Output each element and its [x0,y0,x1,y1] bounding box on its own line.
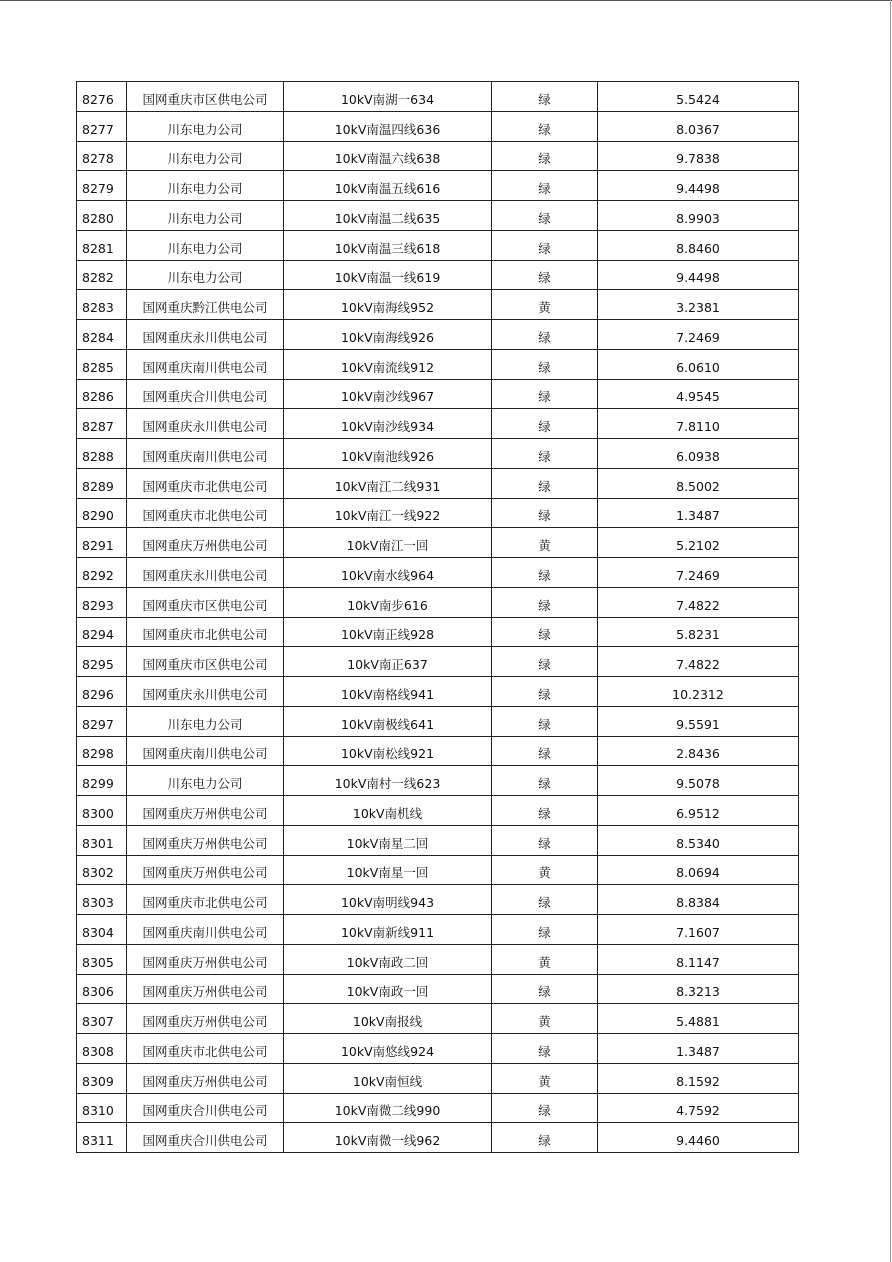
cell-value: 8.1147 [598,944,799,974]
cell-row-number: 8300 [77,796,127,826]
table-row [77,736,799,766]
cell-value: 6.0938 [598,439,799,469]
table-row [77,587,799,617]
cell-line-name: 10kV南政一回 [284,974,492,1004]
cell-company: 川东电力公司 [127,706,284,736]
cell-status: 绿 [492,915,598,945]
cell-status: 绿 [492,558,598,588]
cell-value: 6.9512 [598,796,799,826]
cell-company: 川东电力公司 [127,260,284,290]
table-row [77,498,799,528]
cell-line-name: 10kV南海线952 [284,290,492,320]
cell-line-name: 10kV南水线964 [284,558,492,588]
cell-line-name: 10kV南步616 [284,587,492,617]
cell-value: 7.2469 [598,320,799,350]
cell-status: 绿 [492,796,598,826]
cell-company: 川东电力公司 [127,201,284,231]
cell-line-name: 10kV南温二线635 [284,201,492,231]
cell-line-name: 10kV南松线921 [284,736,492,766]
cell-row-number: 8305 [77,944,127,974]
table-row [77,141,799,171]
cell-value: 4.9545 [598,379,799,409]
cell-row-number: 8298 [77,736,127,766]
cell-line-name: 10kV南极线641 [284,706,492,736]
table-row [77,82,799,112]
cell-company: 国网重庆万州供电公司 [127,825,284,855]
cell-company: 国网重庆市区供电公司 [127,587,284,617]
table-row [77,260,799,290]
cell-status: 黄 [492,855,598,885]
table-row [77,111,799,141]
cell-value: 9.4498 [598,171,799,201]
cell-row-number: 8301 [77,825,127,855]
cell-row-number: 8299 [77,766,127,796]
cell-company: 国网重庆南川供电公司 [127,349,284,379]
cell-status: 绿 [492,1093,598,1123]
cell-value: 8.1592 [598,1063,799,1093]
cell-row-number: 8302 [77,855,127,885]
cell-line-name: 10kV南悠线924 [284,1034,492,1064]
cell-company: 国网重庆万州供电公司 [127,855,284,885]
cell-line-name: 10kV南沙线967 [284,379,492,409]
cell-value: 3.2381 [598,290,799,320]
cell-row-number: 8306 [77,974,127,1004]
page-edge-right [890,0,891,1262]
cell-row-number: 8284 [77,320,127,350]
cell-line-name: 10kV南江一线922 [284,498,492,528]
cell-value: 8.5340 [598,825,799,855]
cell-row-number: 8294 [77,617,127,647]
cell-line-name: 10kV南正637 [284,647,492,677]
cell-status: 绿 [492,409,598,439]
cell-value: 1.3487 [598,498,799,528]
cell-row-number: 8291 [77,528,127,558]
cell-status: 黄 [492,944,598,974]
cell-line-name: 10kV南村一线623 [284,766,492,796]
cell-line-name: 10kV南江二线931 [284,468,492,498]
cell-value: 6.0610 [598,349,799,379]
table-row [77,1004,799,1034]
cell-line-name: 10kV南温三线618 [284,230,492,260]
cell-row-number: 8309 [77,1063,127,1093]
cell-line-name: 10kV南湖一634 [284,82,492,112]
cell-status: 黄 [492,528,598,558]
cell-row-number: 8308 [77,1034,127,1064]
cell-line-name: 10kV南温一线619 [284,260,492,290]
cell-value: 9.5078 [598,766,799,796]
cell-value: 4.7592 [598,1093,799,1123]
table-row [77,796,799,826]
cell-row-number: 8304 [77,915,127,945]
table-row [77,617,799,647]
cell-line-name: 10kV南格线941 [284,677,492,707]
table-row [77,1034,799,1064]
cell-row-number: 8303 [77,885,127,915]
cell-row-number: 8283 [77,290,127,320]
cell-value: 7.8110 [598,409,799,439]
page-edge-top [0,0,892,1]
cell-status: 绿 [492,82,598,112]
cell-line-name: 10kV南温五线616 [284,171,492,201]
cell-line-name: 10kV南流线912 [284,349,492,379]
cell-status: 绿 [492,230,598,260]
cell-status: 黄 [492,1063,598,1093]
table-row [77,1123,799,1153]
cell-status: 绿 [492,379,598,409]
cell-value: 5.2102 [598,528,799,558]
cell-row-number: 8286 [77,379,127,409]
cell-value: 7.4822 [598,647,799,677]
table-row [77,320,799,350]
cell-status: 绿 [492,320,598,350]
table-row [77,439,799,469]
cell-row-number: 8288 [77,439,127,469]
cell-row-number: 8307 [77,1004,127,1034]
table-body [77,82,799,1153]
cell-status: 绿 [492,1123,598,1153]
cell-company: 川东电力公司 [127,141,284,171]
cell-line-name: 10kV南温四线636 [284,111,492,141]
cell-status: 绿 [492,974,598,1004]
cell-row-number: 8280 [77,201,127,231]
cell-status: 绿 [492,706,598,736]
cell-company: 国网重庆永川供电公司 [127,677,284,707]
cell-company: 国网重庆市区供电公司 [127,647,284,677]
table-row [77,1063,799,1093]
cell-row-number: 8289 [77,468,127,498]
cell-value: 8.9903 [598,201,799,231]
cell-company: 国网重庆市北供电公司 [127,1034,284,1064]
cell-company: 国网重庆南川供电公司 [127,736,284,766]
cell-company: 国网重庆市区供电公司 [127,82,284,112]
cell-status: 黄 [492,290,598,320]
cell-status: 绿 [492,1034,598,1064]
cell-company: 国网重庆合川供电公司 [127,1123,284,1153]
cell-line-name: 10kV南明线943 [284,885,492,915]
cell-company: 国网重庆万州供电公司 [127,944,284,974]
cell-value: 5.8231 [598,617,799,647]
cell-status: 绿 [492,171,598,201]
table-row [77,855,799,885]
cell-company: 川东电力公司 [127,111,284,141]
table-row [77,647,799,677]
cell-company: 国网重庆南川供电公司 [127,439,284,469]
cell-company: 国网重庆万州供电公司 [127,1063,284,1093]
table-row [77,944,799,974]
data-table [76,81,799,1153]
cell-line-name: 10kV南微一线962 [284,1123,492,1153]
cell-line-name: 10kV南报线 [284,1004,492,1034]
cell-line-name: 10kV南恒线 [284,1063,492,1093]
cell-company: 国网重庆永川供电公司 [127,320,284,350]
cell-row-number: 8281 [77,230,127,260]
cell-line-name: 10kV南机线 [284,796,492,826]
cell-value: 10.2312 [598,677,799,707]
cell-company: 川东电力公司 [127,766,284,796]
cell-company: 国网重庆南川供电公司 [127,915,284,945]
cell-company: 国网重庆永川供电公司 [127,409,284,439]
cell-status: 绿 [492,766,598,796]
cell-line-name: 10kV南微二线990 [284,1093,492,1123]
cell-value: 1.3487 [598,1034,799,1064]
cell-status: 绿 [492,201,598,231]
table-row [77,468,799,498]
cell-company: 国网重庆永川供电公司 [127,558,284,588]
table-row [77,171,799,201]
cell-row-number: 8293 [77,587,127,617]
cell-value: 8.8384 [598,885,799,915]
cell-value: 5.4881 [598,1004,799,1034]
cell-line-name: 10kV南星二回 [284,825,492,855]
cell-line-name: 10kV南温六线638 [284,141,492,171]
cell-line-name: 10kV南新线911 [284,915,492,945]
cell-line-name: 10kV南江一回 [284,528,492,558]
cell-line-name: 10kV南星一回 [284,855,492,885]
cell-value: 8.5002 [598,468,799,498]
table-row [77,974,799,1004]
table-row [77,825,799,855]
cell-company: 国网重庆万州供电公司 [127,796,284,826]
cell-status: 绿 [492,736,598,766]
cell-company: 国网重庆市北供电公司 [127,498,284,528]
cell-status: 绿 [492,111,598,141]
cell-line-name: 10kV南沙线934 [284,409,492,439]
cell-row-number: 8276 [77,82,127,112]
cell-status: 绿 [492,260,598,290]
cell-status: 绿 [492,677,598,707]
cell-status: 绿 [492,349,598,379]
table-row [77,379,799,409]
table-row [77,558,799,588]
table-row [77,290,799,320]
cell-row-number: 8279 [77,171,127,201]
table-row [77,349,799,379]
cell-row-number: 8297 [77,706,127,736]
cell-line-name: 10kV南海线926 [284,320,492,350]
table-row [77,706,799,736]
cell-row-number: 8295 [77,647,127,677]
table-row [77,885,799,915]
cell-line-name: 10kV南正线928 [284,617,492,647]
cell-value: 2.8436 [598,736,799,766]
cell-row-number: 8285 [77,349,127,379]
cell-value: 8.8460 [598,230,799,260]
cell-status: 绿 [492,141,598,171]
cell-status: 绿 [492,587,598,617]
cell-line-name: 10kV南政二回 [284,944,492,974]
cell-company: 川东电力公司 [127,171,284,201]
cell-status: 绿 [492,885,598,915]
cell-company: 国网重庆合川供电公司 [127,379,284,409]
table-row [77,230,799,260]
cell-company: 国网重庆黔江供电公司 [127,290,284,320]
table-row [77,766,799,796]
table-row [77,915,799,945]
cell-company: 川东电力公司 [127,230,284,260]
table-row [77,677,799,707]
cell-line-name: 10kV南池线926 [284,439,492,469]
cell-status: 绿 [492,439,598,469]
cell-value: 7.4822 [598,587,799,617]
cell-value: 5.5424 [598,82,799,112]
table-row [77,409,799,439]
table-row [77,1093,799,1123]
table-row [77,201,799,231]
cell-company: 国网重庆市北供电公司 [127,617,284,647]
cell-company: 国网重庆合川供电公司 [127,1093,284,1123]
cell-status: 绿 [492,647,598,677]
cell-value: 8.0367 [598,111,799,141]
cell-value: 9.5591 [598,706,799,736]
cell-row-number: 8287 [77,409,127,439]
cell-value: 7.1607 [598,915,799,945]
cell-company: 国网重庆市北供电公司 [127,468,284,498]
cell-company: 国网重庆市北供电公司 [127,885,284,915]
cell-status: 绿 [492,617,598,647]
cell-status: 黄 [492,1004,598,1034]
cell-row-number: 8277 [77,111,127,141]
cell-row-number: 8310 [77,1093,127,1123]
cell-value: 9.7838 [598,141,799,171]
cell-status: 绿 [492,825,598,855]
cell-status: 绿 [492,498,598,528]
cell-row-number: 8292 [77,558,127,588]
cell-row-number: 8311 [77,1123,127,1153]
cell-value: 9.4460 [598,1123,799,1153]
cell-row-number: 8278 [77,141,127,171]
cell-value: 7.2469 [598,558,799,588]
cell-value: 8.3213 [598,974,799,1004]
cell-company: 国网重庆万州供电公司 [127,974,284,1004]
cell-row-number: 8290 [77,498,127,528]
cell-value: 9.4498 [598,260,799,290]
cell-row-number: 8282 [77,260,127,290]
cell-company: 国网重庆万州供电公司 [127,528,284,558]
cell-company: 国网重庆万州供电公司 [127,1004,284,1034]
cell-value: 8.0694 [598,855,799,885]
table-row [77,528,799,558]
cell-row-number: 8296 [77,677,127,707]
cell-status: 绿 [492,468,598,498]
